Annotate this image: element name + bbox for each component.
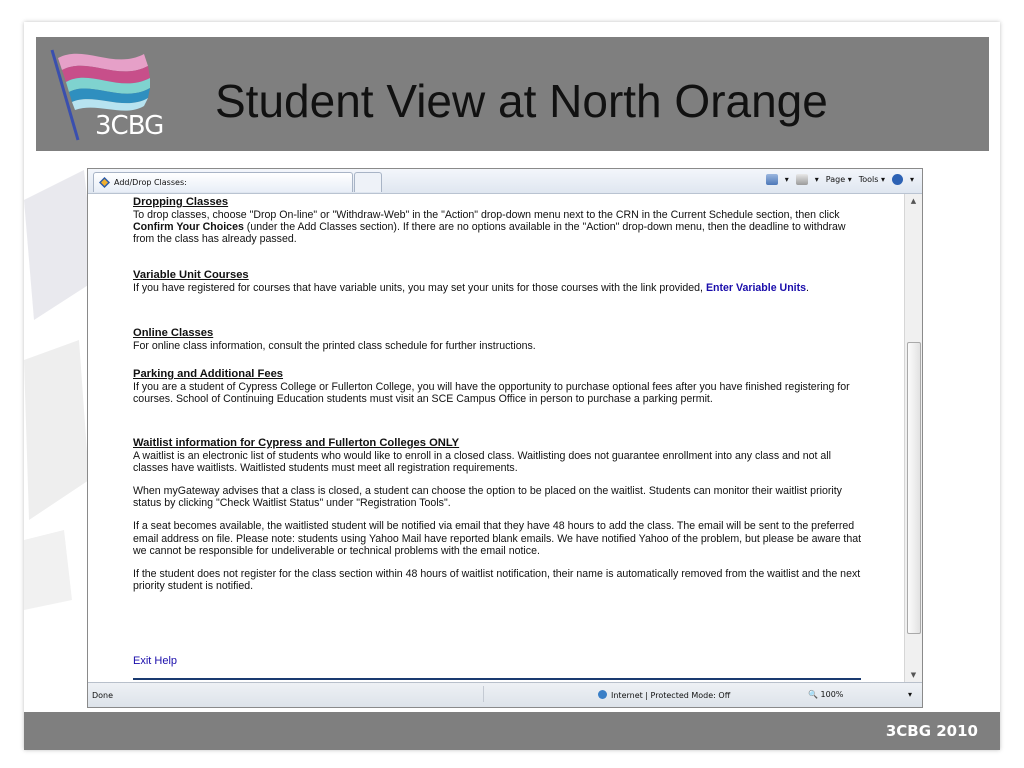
slide-title: Student View at North Orange <box>215 75 828 127</box>
dropping-heading: Dropping Classes <box>133 196 229 208</box>
zoom-icon: 🔍 <box>808 690 818 699</box>
print-dropdown-icon[interactable]: ▾ <box>814 175 819 184</box>
waitlist-p4: If the student does not register for the class section within 48 hours of waitlist notification, their name is automatically removed from the waitlist and the next priority student is notified. <box>133 568 861 593</box>
exit-help-link[interactable]: Exit Help <box>133 655 178 667</box>
globe-icon <box>598 690 607 699</box>
home-icon[interactable] <box>766 174 778 185</box>
help-content <box>88 194 903 682</box>
parking-section <box>133 368 863 405</box>
new-tab-button[interactable] <box>354 172 382 192</box>
online-text: For online class information, consult the printed class schedule for further instructions. <box>133 339 536 352</box>
vertical-scrollbar[interactable] <box>904 194 922 682</box>
status-text: Done <box>92 691 114 700</box>
tools-menu[interactable]: Tools ▾ <box>858 175 885 184</box>
footer-text: 3CBG 2010 <box>885 722 978 740</box>
page-menu[interactable]: Page ▾ <box>825 175 852 184</box>
waitlist-p2: When myGateway advises that a class is closed, a student can choose the option to be placed on the waitlist. Students can monitor their waitlist priority status by clicking "Check Waitlist Status" under "Registration Tools". <box>133 485 842 510</box>
status-bar <box>88 682 922 707</box>
variable-section <box>133 269 863 294</box>
online-heading: Online Classes <box>133 327 214 339</box>
confirm-choices-text: Confirm Your Choices <box>133 220 244 233</box>
print-icon[interactable] <box>796 174 808 185</box>
waitlist-section <box>133 437 863 592</box>
dropping-section <box>133 196 863 245</box>
waitlist-p3: If a seat becomes available, the waitlisted student will be notified via email that they have 48 hours to add the class. The email will be sent to the preferred email address on file. Please note: students using Yahoo Mail have reported blank emails. We have notified Yahoo of the problem, but please be aware that we cannot be responsible for undeliverable or technical problems with the email notice. <box>133 520 862 557</box>
browser-window <box>87 168 923 708</box>
scroll-up-icon[interactable]: ▲ <box>910 197 917 205</box>
tab-label: Add/Drop Classes: <box>114 178 187 187</box>
zoom-dropdown-icon[interactable]: ▾ <box>907 690 912 699</box>
status-panes <box>483 686 602 702</box>
variable-text: If you have registered for courses that have variable units, you may set your units for those courses with the link provided, Enter Variable Units. <box>133 281 809 294</box>
logo-text: 3CBG <box>95 111 164 141</box>
help-icon[interactable] <box>892 174 903 185</box>
online-section <box>133 327 863 352</box>
content-divider <box>133 678 861 680</box>
dropping-text: To drop classes, choose "Drop On-line" or "Withdraw-Web" in the "Action" drop-down menu next to the CRN in the Current Schedule section, then click Confirm Your Choices (under the Add Classes section). If there are no options available in the "Action" drop-down menu, then the deadline to withdraw from the class has already passed. <box>133 208 846 245</box>
parking-text: If you are a student of Cypress College or Fullerton College, you will have the opportunity to purchase optional fees after you have finished registering for courses. School of Continuing Education students must visit an SCE Campus Office in person to purchase a parking permit. <box>133 380 850 405</box>
page-favicon-icon <box>99 177 110 188</box>
variable-heading: Variable Unit Courses <box>133 269 249 281</box>
parking-heading: Parking and Additional Fees <box>133 368 284 380</box>
waitlist-p1: A waitlist is an electronic list of students who would like to enroll in a closed class. Waitlisting does not guarantee enrollment into any class and not all classes have waitlists. Waitlisted students must meet all registration requirements. <box>133 449 831 474</box>
scrollbar-thumb[interactable] <box>907 342 921 634</box>
security-zone[interactable]: Internet | Protected Mode: Off <box>598 690 730 700</box>
browser-toolbar <box>88 169 922 194</box>
waitlist-heading: Waitlist information for Cypress and Fullerton Colleges ONLY <box>133 437 460 449</box>
enter-variable-units-link[interactable]: Enter Variable Units <box>705 281 807 294</box>
home-dropdown-icon[interactable]: ▾ <box>784 175 789 184</box>
zoom-level[interactable]: 🔍 100% <box>808 690 844 699</box>
slide-footer <box>24 712 1000 750</box>
scroll-down-icon[interactable]: ▼ <box>910 671 917 679</box>
command-bar <box>766 174 914 185</box>
help-dropdown-icon[interactable]: ▾ <box>909 175 914 184</box>
browser-tab[interactable] <box>93 172 353 192</box>
